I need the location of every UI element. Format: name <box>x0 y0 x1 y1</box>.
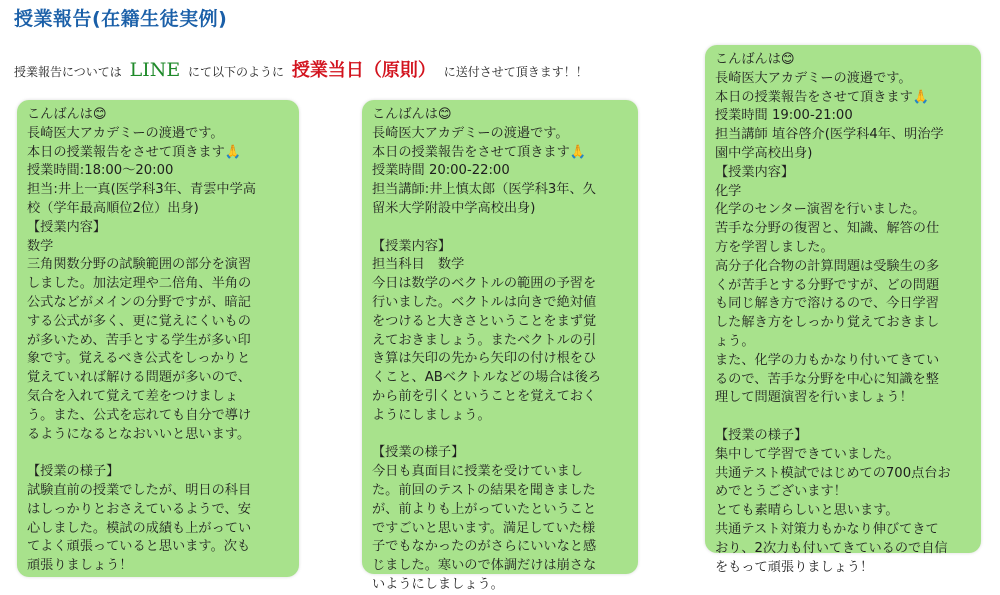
message-line: 方を学習しました。 <box>715 239 834 255</box>
page-title: 授業報告(在籍生徒実例) <box>14 8 228 30</box>
intro-after: に送付させて頂きます！！ <box>443 65 588 79</box>
message-line: 覚えていれば解ける問題が多いので、 <box>27 370 251 386</box>
intro-text <box>14 56 588 86</box>
message-line: 本日の授業報告をさせて頂きます🙏 <box>715 89 930 105</box>
message-line <box>715 408 973 427</box>
message-line <box>372 219 630 238</box>
intro-highlight: 授業当日（原則） <box>291 60 436 81</box>
message-line: 担当講師:井上慎太郎（医学科3年、久 <box>372 182 596 198</box>
intro-before: 授業報告については <box>14 65 122 79</box>
message-line: くが苦手とする分野ですが、どの問題 <box>715 277 940 293</box>
message-line: ょう。 <box>715 333 755 349</box>
message-line: 担当講師 埴谷啓介(医学科4年、明治学 <box>715 127 944 143</box>
message-line: 頑張りましょう！ <box>27 558 133 574</box>
message-line: こんばんは😊 <box>372 107 452 122</box>
message-line <box>372 426 630 445</box>
message-line: ですごいと思います。満足していた様 <box>372 520 596 536</box>
message-line: てよく頑張っていると思います。次も <box>27 539 251 555</box>
message-line: 留米大学附設中学高校出身) <box>372 200 536 216</box>
message-lines <box>372 106 630 595</box>
message-line: 気合を入れて覚えて差をつけましょ <box>27 388 238 404</box>
message-line: 化学 <box>715 183 742 199</box>
message-line: とても素晴らしいと思います。 <box>715 503 899 519</box>
message-line: 【授業内容】 <box>715 164 795 180</box>
message-line: 【授業の様子】 <box>715 427 808 443</box>
intro-line-word: LINE <box>129 59 181 81</box>
message-line: う。また、公式を忘れても自分で導け <box>27 407 252 423</box>
message-bubble <box>362 100 638 592</box>
message-line: 本日の授業報告をさせて頂きます🙏 <box>27 144 242 160</box>
message-line: 本日の授業報告をさせて頂きます🙏 <box>372 144 587 160</box>
message-line: 授業時間 20:00-22:00 <box>372 163 510 179</box>
message-line: おり、2次力も付いてきているので自信 <box>715 540 948 556</box>
message-line: ようにしましょう。 <box>372 407 491 423</box>
message-line: じました。寒いので体調だけは崩さな <box>372 558 597 574</box>
message-line: 校（学年最高順位2位）出身) <box>27 200 199 216</box>
message-line: 子でもなかったのがさらにいいなと感 <box>372 539 597 555</box>
message-lines <box>27 106 291 576</box>
message-line: くこと、ABベクトルなどの場合は後ろ <box>372 370 602 386</box>
message-line: 苦手な分野の復習と、知識、解答の仕 <box>715 221 940 237</box>
message-line: るので、苦手な分野を中心に知識を整 <box>715 371 939 387</box>
message-line: 担当:井上一真(医学科3年、青雲中学高 <box>27 182 256 198</box>
message-line: する公式が多く、更に覚えにくいもの <box>27 313 251 329</box>
message-line: 高分子化合物の計算問題は受験生の多 <box>715 258 940 274</box>
message-bubble <box>17 100 299 577</box>
message-line: 園中学高校出身) <box>715 145 813 161</box>
message-line: が、前よりも上がっていたということ <box>372 501 597 517</box>
intro-middle: にて以下のように <box>188 65 285 79</box>
message-line: から前を引くということを覚えておく <box>372 388 597 404</box>
message-line: 担当科目 数学 <box>372 257 465 273</box>
message-line: 象です。覚えるべき公式をしっかりと <box>27 351 251 367</box>
message-line: をもって頑張りましょう！ <box>715 559 874 575</box>
message-bubble <box>705 45 981 575</box>
message-line: 共通テスト対策力もかなり伸びてきて <box>715 521 939 537</box>
message-line: また、化学の力もかなり付いてきてい <box>715 352 940 368</box>
message-line: 【授業の様子】 <box>27 464 120 480</box>
message-line: めでとうございます！ <box>715 484 847 500</box>
message-lines <box>715 51 973 577</box>
message-line: 数学 <box>27 238 54 254</box>
message-line: いようにしましょう。 <box>372 576 504 592</box>
message-line: 今日も真面目に授業を受けていまし <box>372 464 583 480</box>
message-line: 公式などがメインの分野ですが、暗記 <box>27 294 251 310</box>
message-line: 三角関数分野の試験範囲の部分を演習 <box>27 257 252 273</box>
message-line: しました。加法定理や二倍角、半角の <box>27 276 252 292</box>
message-line: 化学のセンター演習を行いました。 <box>715 202 926 218</box>
message-line: 長崎医大アカデミーの渡邉です。 <box>715 70 912 86</box>
message-line: こんばんは😊 <box>715 52 795 67</box>
message-line: こんばんは😊 <box>27 107 107 122</box>
message-line: も同じ解き方で溶けるので、今日学習 <box>715 296 939 312</box>
message-line: えておきましょう。またベクトルの引 <box>372 332 597 348</box>
message-line: 【授業の様子】 <box>372 445 465 461</box>
message-line: した解き方をしっかり覚えておきまし <box>715 315 940 331</box>
message-line: 授業時間 19:00-21:00 <box>715 108 853 124</box>
message-line: るようになるとなおいいと思います。 <box>27 426 251 442</box>
message-line: 行いました。ベクトルは向きで絶対値 <box>372 294 597 310</box>
message-line: 【授業内容】 <box>27 219 107 235</box>
message-line: 理して問題演習を行いましょう！ <box>715 390 913 406</box>
message-line: 心しました。模試の成績も上がってい <box>27 520 252 536</box>
message-line: き算は矢印の先から矢印の付け根をひ <box>372 351 597 367</box>
message-line: はしっかりとおさえているようで、安 <box>27 501 251 517</box>
message-line: 共通テスト模試ではじめての700点台お <box>715 465 951 481</box>
message-line: 長崎医大アカデミーの渡邉です。 <box>27 125 224 141</box>
message-line: をつけると大きさということをまず覚 <box>372 313 597 329</box>
message-line: 【授業内容】 <box>372 238 452 254</box>
message-line: 授業時間:18:00〜20:00 <box>27 163 174 179</box>
message-line: 集中して学習できていました。 <box>715 446 900 462</box>
message-line <box>27 444 291 463</box>
message-line: 試験直前の授業でしたが、明日の科目 <box>27 482 252 498</box>
message-line: た。前回のテストの結果を聞きました <box>372 482 596 498</box>
message-line: が多いため、苦手とする学生が多い印 <box>27 332 251 348</box>
message-line: 今日は数学のベクトルの範囲の予習を <box>372 276 597 292</box>
message-line: 長崎医大アカデミーの渡邉です。 <box>372 125 569 141</box>
